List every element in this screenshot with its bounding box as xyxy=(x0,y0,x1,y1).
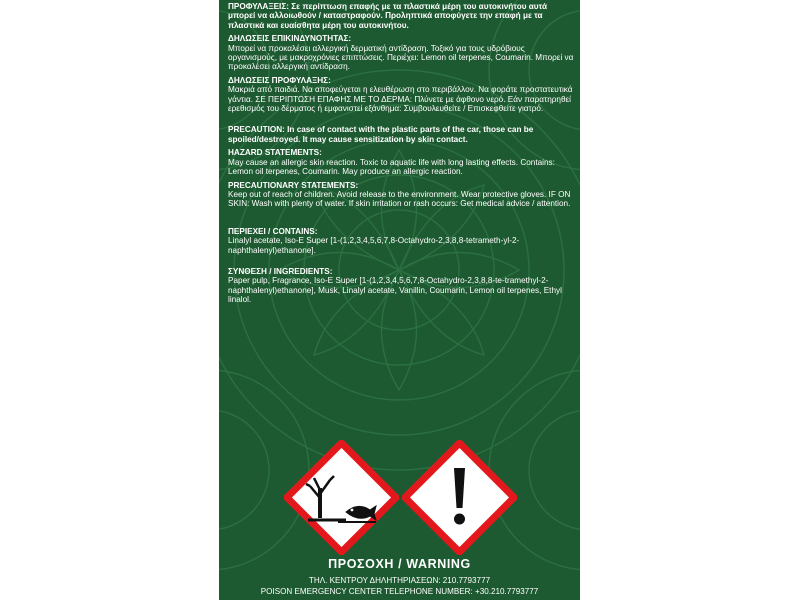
english-precautionary-statements xyxy=(228,181,574,209)
exclamation-mark-icon xyxy=(402,440,517,555)
ingredients-text: Paper pulp, Fragrance, Iso-E Super [1-(1,2,3,4,5,6,7,8-Octahydro-2,3,8,8-te-tramethyl-2-naphthalenyl)ethanone], Musk, Linalyl acetate, Vanillin, Coumarin, Lemon oil terpenes, Ethyl linalol. xyxy=(228,276,562,305)
greek-precautionary-heading: ΔΗΛΩΣΕΙΣ ΠΡΟΦΥΛΑΞΗΣ: xyxy=(228,75,331,85)
english-hazard-text: May cause an allergic skin reaction. Toxic to aquatic life with long lasting effects. Contains: Lemon oil terpenes, Coumarin. May produce an allergic reaction. xyxy=(228,157,555,177)
poison-center-greek: ΤΗΛ. ΚΕΝΤΡΟΥ ΔΗΛΗΤΗΡΙΑΣΕΩΝ: 210.7793777 xyxy=(308,576,491,585)
greek-precaution-text: Σε περίπτωση επαφής με τα πλαστικά μέρη του αυτοκινήτου αυτά μπορεί να αλλοιωθούν / καταστραφούν. Προληπτικά αποφύγετε την επαφή με τα πλαστικά και ευαίσθητα μέρη του αυτοκινήτου. xyxy=(228,2,548,30)
greek-hazard-heading: ΔΗΛΩΣΕΙΣ ΕΠΙΚΙΝΔΥΝΟΤΗΤΑΣ: xyxy=(228,34,352,44)
ghs-pictograms xyxy=(284,440,524,555)
greek-precaution xyxy=(228,2,574,30)
poison-center-english: POISON EMERGENCY CENTER TELEPHONE NUMBER: +30.210.7793777 xyxy=(260,587,539,596)
contains-text: Linalyl acetate, Iso-E Super [1-(1,2,3,4,5,6,7,8-Octahydro-2,3,8,8-tetrameth-yl-2-naphthalenyl)ethanone]. xyxy=(228,236,520,255)
greek-precautionary-text: Μακριά από παιδιά. Να αποφεύγεται η ελευθέρωση στο περιβάλλον. Να φοράτε προστατευτικά γάντια. ΣΕ ΠΕΡΙΠΤΩΣΗ ΕΠΑΦΗΣ ΜΕ ΤΟ ΔΕΡΜΑ: Πλύνετε με άφθονο νερό. Εάν παρατηρηθεί ερεθισμός του δέρματος ή εμφανιστεί εξάνθημα: Συμβουλευθείτε / Επισκεφθείτε γιατρό. xyxy=(228,85,573,114)
greek-precautionary-statements xyxy=(228,76,574,114)
english-precaution-heading: PRECAUTION: xyxy=(228,125,285,135)
english-precaution-text: In case of contact with the plastic parts of the car, those can be spoiled/destroyed. It may cause sensitization by skin contact. xyxy=(228,125,534,144)
greek-hazard-statements xyxy=(228,34,574,72)
english-precautionary-heading: PRECAUTIONARY STATEMENTS: xyxy=(228,180,359,190)
english-precautionary-text: Keep out of reach of children. Avoid release to the environment. Wear protective gloves. IF ON SKIN: Wash with plenty of water. If skin irritation or rash occurs: Get medical advice / attention. xyxy=(228,189,571,209)
signal-word: ΠΡΟΣΟΧΗ / WARNING xyxy=(328,557,471,571)
english-hazard-statements xyxy=(228,148,574,176)
label-text xyxy=(228,2,574,309)
english-hazard-heading: HAZARD STATEMENTS: xyxy=(228,148,322,158)
greek-precaution-heading: ΠΡΟΦΥΛΑΞΕΙΣ: xyxy=(228,2,289,11)
contains-heading: ΠΕΡΙΕΧΕΙ / CONTAINS: xyxy=(228,226,318,236)
contains-section xyxy=(228,227,574,255)
ingredients-heading: ΣΥΝΘΕΣΗ / INGREDIENTS: xyxy=(228,266,333,276)
english-precaution xyxy=(228,125,574,144)
ingredients-section xyxy=(228,267,574,305)
product-label xyxy=(219,0,580,600)
greek-hazard-text: Μπορεί να προκαλέσει αλλεργική δερματική αντίδραση. Τοξικό για τους υδρόβιους οργανισμούς, με μακροχρόνιες επιπτώσεις. Περιέχει: Lemon oil terpenes, Coumarin. Μπορεί να προκαλέσει αλλεργική αντίδραση. xyxy=(228,43,574,72)
environment-hazard-icon xyxy=(284,440,399,555)
